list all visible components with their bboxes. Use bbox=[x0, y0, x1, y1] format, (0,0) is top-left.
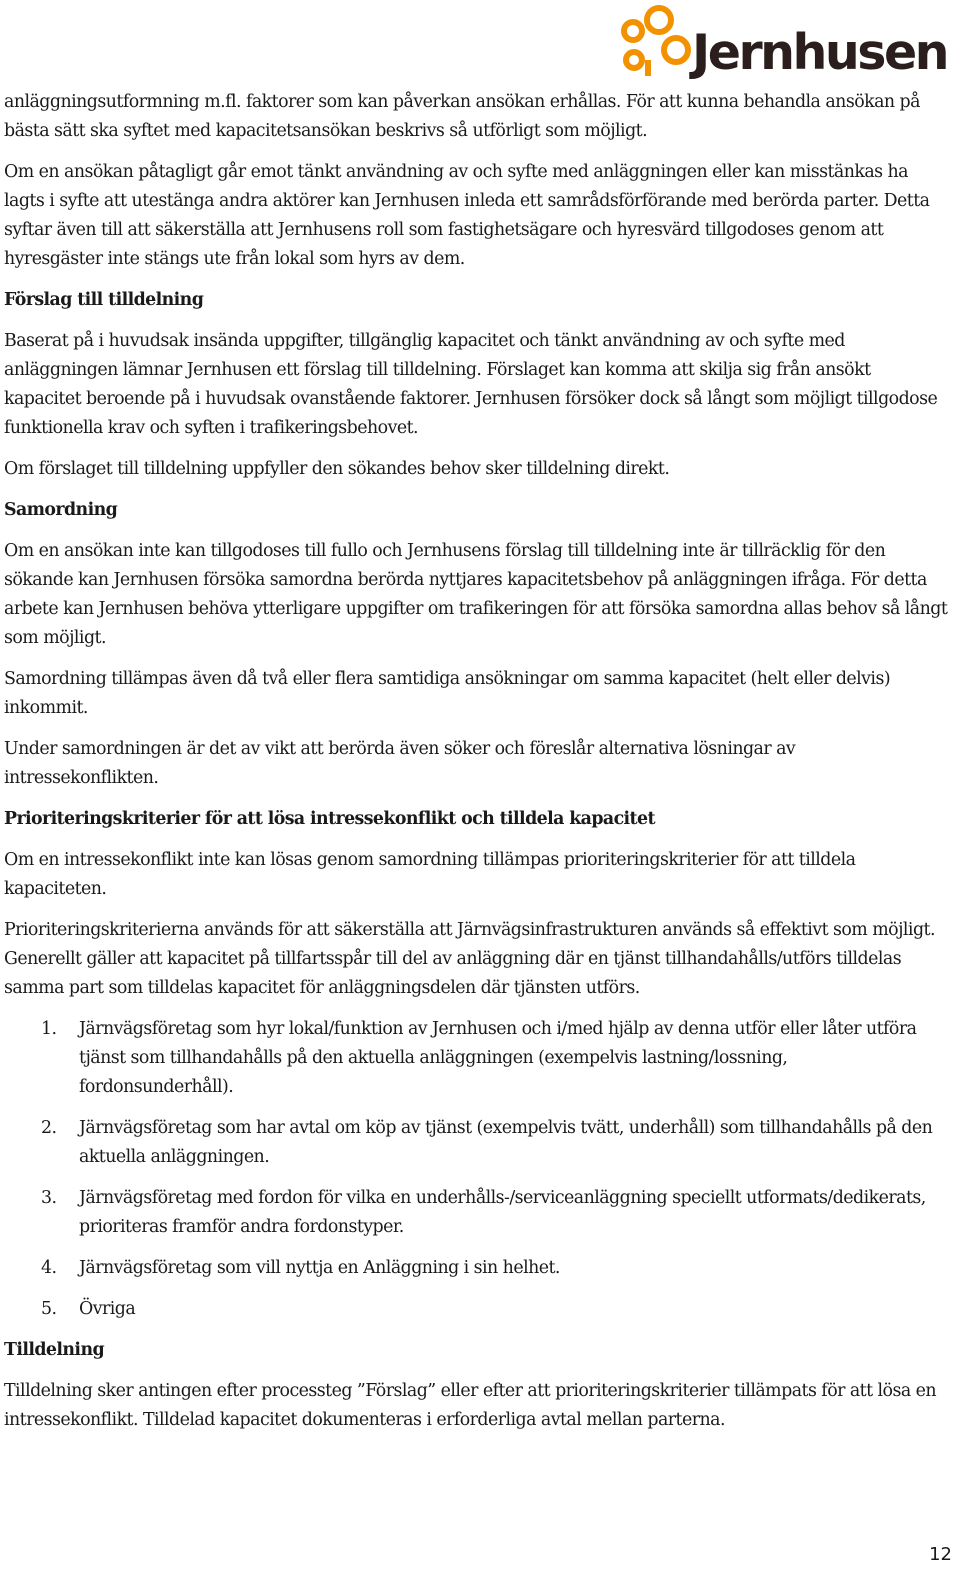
list-text: Järnvägsföretag som vill nyttja en Anläggning i sin helhet. bbox=[79, 1258, 560, 1278]
paragraph: Om en ansökan inte kan tillgodoses till fullo och Jernhusens förslag till tilldelning inte är tillräcklig för den sökande kan Jernhusen försöka samordna berörda nyttjares kapacitetsbehov på anläggningen ifråga. För detta arbete kan Jernhusen behöva ytterligare uppgifter om trafikeringen för att försöka samordna allas behov så långt som möjligt. bbox=[4, 541, 948, 648]
paragraph: Baserat på i huvudsak insända uppgifter, tillgänglig kapacitet och tänkt användning av och syfte med anläggningen lämnar Jernhusen ett förslag till tilldelning. Förslaget kan komma att skilja sig från ansökt kapacitet beroende på i huvudsak ovanstående faktorer. Jernhusen försöker dock så långt som möjligt tillgodose funktionella krav och syften i trafikeringsbehovet. bbox=[4, 331, 938, 438]
list-text: Järnvägsföretag med fordon för vilka en underhålls-/serviceanläggning speciellt utformats/dedikerats, prioriteras framför andra fordonstyper. bbox=[79, 1188, 926, 1237]
logo-wordmark: Jernhusen bbox=[692, 24, 948, 81]
flower-icon bbox=[618, 2, 698, 82]
priority-list bbox=[4, 1015, 952, 1324]
paragraph: Om förslaget till tilldelning uppfyller den sökandes behov sker tilldelning direkt. bbox=[4, 459, 670, 479]
list-text: Järnvägsföretag som har avtal om köp av tjänst (exempelvis tvätt, underhåll) som tillhandahålls på den aktuella anläggningen. bbox=[79, 1118, 933, 1167]
list-text: Övriga bbox=[79, 1299, 136, 1319]
section-heading-forslag: Förslag till tilldelning bbox=[4, 290, 204, 310]
list-item bbox=[4, 1015, 952, 1102]
list-item bbox=[4, 1114, 952, 1172]
paragraph: Prioriteringskriterierna används för att säkerställa att Järnvägsinfrastrukturen används så effektivt som möjligt. Generellt gäller att kapacitet på tillfartsspår till del av anläggning där en tjänst tillhandahålls/utförs tilldelas samma part som tilldelas kapacitet för anläggningsdelen där tjänsten utförs. bbox=[4, 920, 935, 998]
list-text: Järnvägsföretag som hyr lokal/funktion av Jernhusen och i/med hjälp av denna utför eller låter utföra tjänst som tillhandahålls på den aktuella anläggningen (exempelvis lastning/lossning, fordonsunderhåll). bbox=[79, 1019, 917, 1097]
paragraph: Om en ansökan påtagligt går emot tänkt användning av och syfte med anläggningen eller kan misstänkas ha lagts i syfte att utestänga andra aktörer kan Jernhusen inleda ett samrådsförförande med berörda parter. Detta syftar även till att säkerställa att Jernhusens roll som fastighetsägare och hyresvärd tillgodoses genom att hyresgäster inte stängs ute från lokal som hyrs av dem. bbox=[4, 162, 930, 269]
list-item bbox=[4, 1184, 952, 1242]
paragraph: Samordning tillämpas även då två eller flera samtidiga ansökningar om samma kapacitet (helt eller delvis) inkommit. bbox=[4, 669, 891, 718]
section-heading-tilldelning: Tilldelning bbox=[4, 1340, 105, 1360]
paragraph: Under samordningen är det av vikt att berörda även söker och föreslår alternativa lösningar av intressekonflikten. bbox=[4, 739, 796, 788]
paragraph: Om en intressekonflikt inte kan lösas genom samordning tillämpas prioriteringskriterier för att tilldela kapaciteten. bbox=[4, 850, 856, 899]
list-number: 1. bbox=[41, 1019, 57, 1039]
document-body bbox=[4, 88, 952, 1447]
list-number: 3. bbox=[41, 1188, 57, 1208]
list-item bbox=[4, 1254, 952, 1283]
paragraph: Tilldelning sker antingen efter processteg ”Förslag” eller efter att prioriteringskriterier tillämpats för att lösa en intressekonflikt. Tilldelad kapacitet dokumenteras i erforderliga avtal mellan parterna. bbox=[4, 1381, 937, 1430]
section-heading-samordning: Samordning bbox=[4, 500, 118, 520]
list-number: 4. bbox=[41, 1258, 57, 1278]
paragraph: anläggningsutformning m.fl. faktorer som kan påverkan ansökan erhållas. För att kunna behandla ansökan på bästa sätt ska syftet med kapacitetsansökan beskrivs så utförligt som möjligt. bbox=[4, 92, 920, 141]
section-heading-prioritering: Prioriteringskriterier för att lösa intressekonflikt och tilldela kapacitet bbox=[4, 809, 655, 829]
jernhusen-logo bbox=[618, 2, 954, 82]
list-item bbox=[4, 1295, 952, 1324]
list-number: 2. bbox=[41, 1118, 57, 1138]
list-number: 5. bbox=[41, 1299, 57, 1319]
page-number: 12 bbox=[929, 1544, 952, 1565]
